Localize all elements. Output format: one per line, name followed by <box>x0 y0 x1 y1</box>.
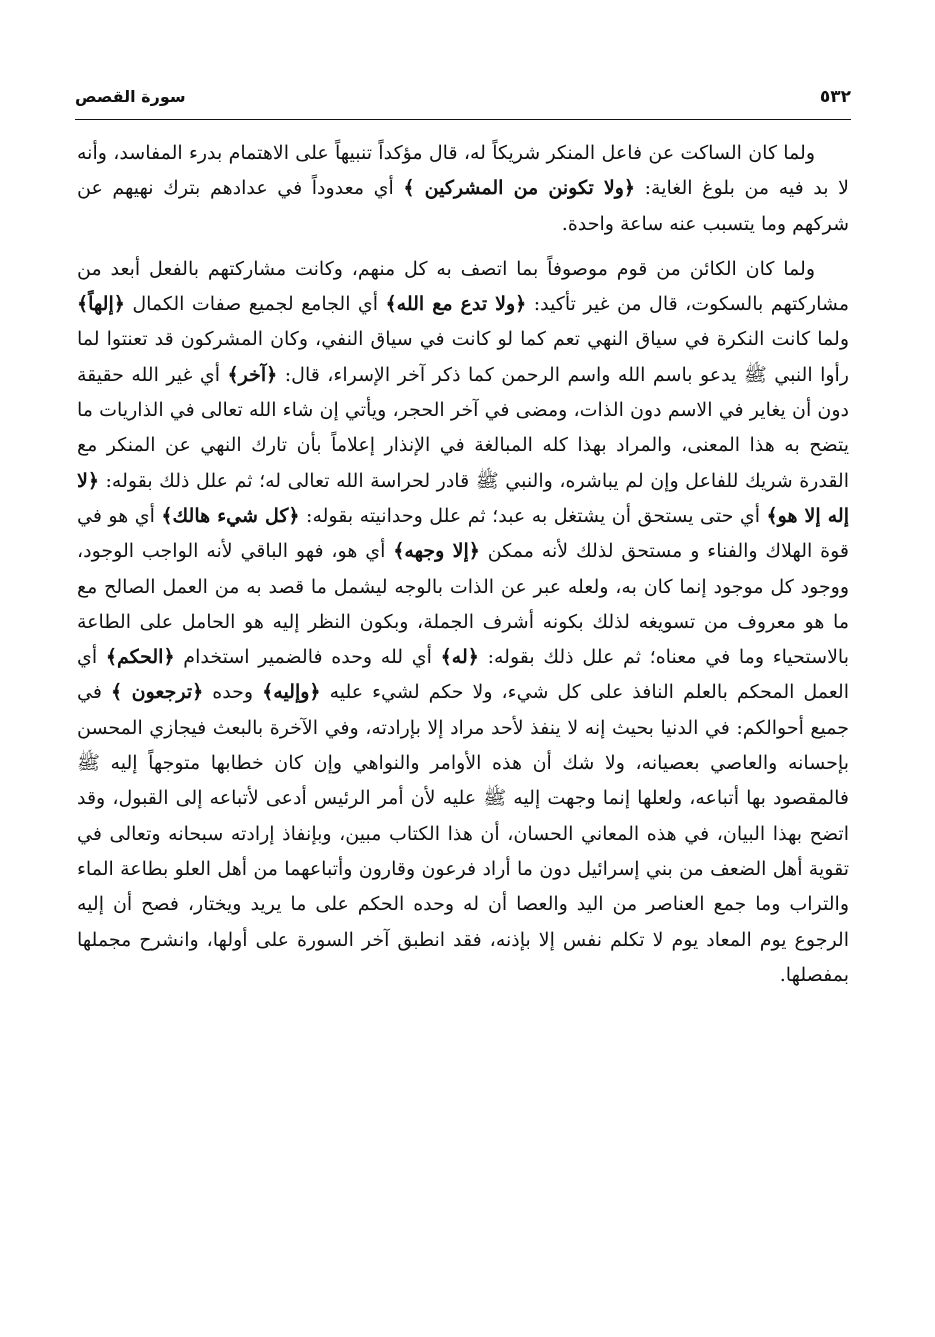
commentary-text: أي الجامع لجميع صفات الكمال <box>124 293 386 316</box>
commentary-text: أي غير الله حقيقة دون أن يغاير في الاسم دون الذات، ومضى في آخر الحجر، ويأتي إن شاء الله تعالى في الذاريات ما يتضح به هذا المعنى، والمراد بهذا كله المبالغة في الإنذار إعلاماً بأن تارك النهي عن المنكر مع القدرة شريك للفاعل وإن لم يباشره، والنبي ﷺ قادر لحراسة الله تعالى له؛ ثم علل ذلك بقوله: <box>77 363 849 492</box>
quran-quote: ﴿ولا تدع مع الله﴾ <box>385 293 527 316</box>
commentary-text: ولما كان الكائن من قوم موصوفاً بما اتصف به كل منهم، وكانت مشاركتهم بالفعل أبعد من مشاركتهم بالسكوت، قال من غير تأكيد: <box>77 257 849 316</box>
paragraph <box>77 252 849 993</box>
commentary-text: أي لله وحده فالضمير استخدام <box>174 646 441 669</box>
quran-quote: ﴿وإليه﴾ <box>262 681 321 704</box>
quran-quote: ﴿كل شيء هالك﴾ <box>161 504 300 527</box>
quran-quote: ﴿آخر﴾ <box>227 363 278 386</box>
page-header <box>75 84 851 118</box>
quran-quote: ﴿ولا تكونن من المشركين ﴾ <box>403 177 636 200</box>
paragraph <box>77 136 849 242</box>
quran-quote: ﴿ترجعون ﴾ <box>110 681 204 704</box>
body-text <box>77 136 849 993</box>
page-number: ٥٣٢ <box>819 87 851 107</box>
quran-quote: ﴿إلا وجهه﴾ <box>393 540 480 563</box>
commentary-text: أي هو، فهو الباقي لأنه الواجب الوجود، ووجود كل موجود إنما كان به، ولعله عبر عن الذات بالوجه ليشمل ما قصد به من العمل الصالح مع ما هو معروف من تسويغه لذلك بكونه أشرف الجملة، وبكون النظر إليه هو الحامل على الطاعة بالاستحياء وما في معناه؛ ثم علل ذلك بقوله: <box>77 540 849 669</box>
commentary-text: أي هو في قوة الهلاك والفناء و مستحق لذلك لأنه ممكن <box>77 504 849 563</box>
commentary-text: أي معدوداً في عدادهم بترك نهيهم عن شركهم وما يتسبب عنه ساعة واحدة. <box>77 177 849 235</box>
quran-quote: ﴿إلهاً﴾ <box>77 293 125 316</box>
commentary-text: ولما كان الساكت عن فاعل المنكر شريكاً له، قال مؤكداً تنبيهاً على الاهتمام بدرء المفاسد، وأنه لا بد فيه من بلوغ الغاية: <box>77 142 850 200</box>
quran-quote: ﴿الحكم﴾ <box>105 646 175 669</box>
quran-quote: ﴿له﴾ <box>440 646 479 669</box>
commentary-text: أي حتى يستحق أن يشتغل به عبد؛ ثم علل وحدانيته بقوله: <box>299 504 767 527</box>
commentary-text: أي العمل المحكم بالعلم النافذ على كل شيء، ولا حكم لشيء عليه <box>77 646 849 704</box>
commentary-text: وحده <box>203 681 263 704</box>
commentary-text: في جميع أحوالكم: في الدنيا بحيث إنه لا ينفذ لأحد مراد إلا بإرادته، وفي الآخرة بالبعث فيجازي المحسن بإحسانه والعاصي بعصيانه، ولا شك أن هذه الأوامر والنواهي وإن كان خطابها متوجهاً إليه ﷺ فالمقصود بها أتباعه، ولعلها إنما وجهت إليه ﷺ عليه لأن أمر الرئيس أدعى لأتباعه إلى القبول، وقد اتضح بهذا البيان، في هذه المعاني الحسان، أن هذا الكتاب مبين، وبإنفاذ إرادته سبحانه وتعالى في تقوية أهل الضعف من بني إسرائيل دون ما أراد فرعون وقارون وأتباعهما من أهل العلو بطاعة الماء والتراب وما جمع العناصر من اليد والعصا أن له وحده الحكم على ما يريد ويختار، فصح أن إليه الرجوع يوم المعاد يوم لا تكلم نفس إلا بإذنه، فقد انطبق آخر السورة على أولها، وانشرح مجملها بمفصلها. <box>77 681 849 986</box>
surah-title: سورة القصص <box>75 87 186 106</box>
commentary-text: ولما كانت النكرة في سياق النهي تعم كما لو كانت في سياق النفي، وكان المشركون قد تعنتوا لما رأوا النبي ﷺ يدعو باسم الله واسم الرحمن كما ذكر آخر الإسراء، قال: <box>77 328 849 386</box>
header-divider <box>75 119 851 120</box>
quran-quote: ﴿لا إله إلا هو﴾ <box>77 469 849 527</box>
